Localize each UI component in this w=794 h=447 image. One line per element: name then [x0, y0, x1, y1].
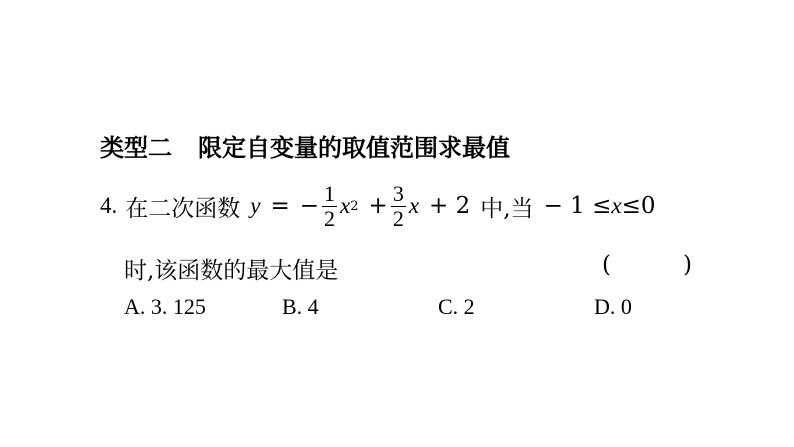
var-x: x [408, 193, 420, 218]
var-y: y [250, 193, 261, 218]
range-left: − 1 ≤ [543, 193, 612, 219]
paren-close: ) [682, 252, 692, 278]
option-a: A. 3. 125 [124, 294, 206, 319]
section-type: 类型二 [100, 134, 172, 162]
question-line-2: 时,该函数的最大值是 [124, 258, 339, 284]
section-title: 限定自变量的取值范围求最值 [198, 134, 510, 162]
question-number: 4. [100, 193, 118, 218]
var-x: x [611, 193, 622, 218]
question-line-1 [100, 176, 656, 236]
section-heading [100, 128, 510, 163]
option-d: D. 0 [594, 294, 632, 319]
equals-sign: = [270, 193, 290, 219]
range-right: ≤0 [621, 193, 656, 219]
constant-term: + 2 [429, 193, 471, 219]
fraction-one-half [322, 182, 337, 231]
fraction-denominator: 2 [392, 205, 404, 231]
paren-open: ( [602, 252, 611, 278]
fraction-numerator: 3 [392, 180, 404, 206]
option-c: C. 2 [438, 294, 475, 319]
exponent: 2 [350, 198, 359, 214]
option-b: B. 4 [282, 294, 319, 319]
fraction-numerator: 1 [324, 180, 336, 206]
minus-sign: − [299, 193, 320, 219]
question-prefix: 在二次函数 [125, 195, 241, 222]
plus-sign: + [368, 193, 388, 219]
question-middle-text: 中,当 [480, 195, 534, 222]
fraction-three-halves [391, 182, 406, 231]
answer-blank [602, 252, 692, 278]
fraction-denominator: 2 [324, 205, 336, 231]
var-x: x [340, 193, 351, 218]
